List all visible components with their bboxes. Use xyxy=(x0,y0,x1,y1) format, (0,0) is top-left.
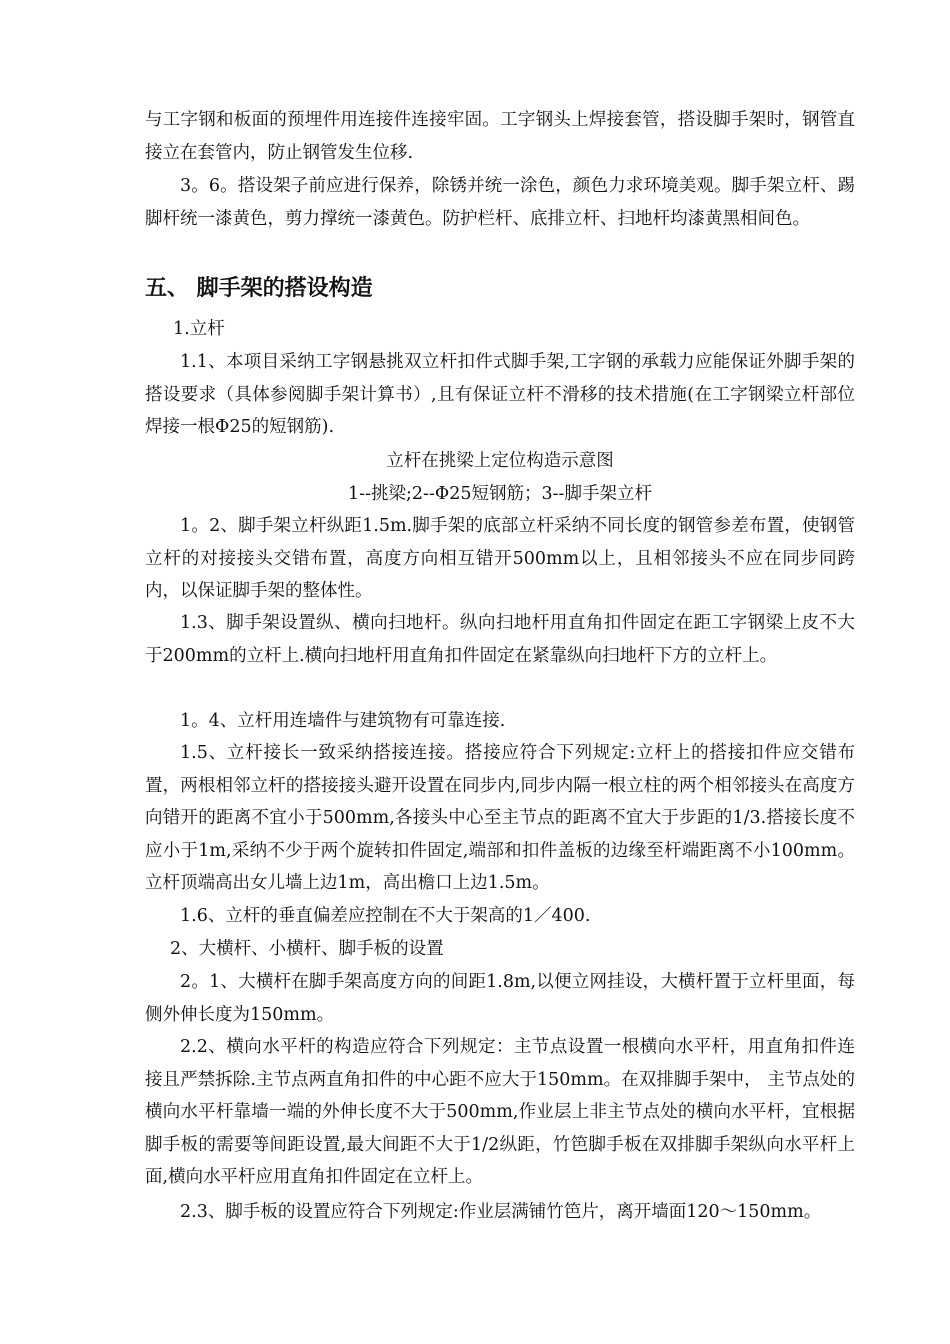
subheading-2: 2、大横杆、小横杆、脚手板的设置 xyxy=(170,939,444,959)
paragraph-2-3: 2.3、脚手板的设置应符合下列规定:作业层满铺竹笆片，离开墙面120～150mm。 xyxy=(180,1202,822,1222)
subheading-1: 1.立杆 xyxy=(173,319,225,339)
paragraph-1-2: 1。2、脚手架立杆纵距1.5m.脚手架的底部立杆采纳不同长度的钢管参差布置，使钢管立杆的对接接头交错布置，高度方向相互错开500mm以上，且相邻接头不应在同步同跨内，以保证脚手架的整体性。 xyxy=(145,516,855,601)
paragraph-2-2: 2.2、横向水平杆的构造应符合下列规定：主节点设置一根横向水平杆，用直角扣件连接且严禁拆除.主节点两直角扣件的中心距不应大于150mm。在双排脚手架中， 主节点处的横向水平杆靠墙一端的外伸长度不大于500mm,作业层上非主节点处的横向水平杆，宜根据脚手板的需要等间距设置,最大间距不大于1/2纵距，竹笆脚手板在双排脚手架纵向水平杆上面,横向水平杆应用直角扣件固定在立杆上。 xyxy=(145,1037,855,1187)
paragraph-1-4: 1。4、立杆用连墙件与建筑物有可靠连接. xyxy=(180,711,506,731)
paragraph-1-3: 1.3、脚手架设置纵、横向扫地杆。纵向扫地杆用直角扣件固定在距工字钢梁上皮不大于200mm的立杆上.横向扫地杆用直角扣件固定在紧靠纵向扫地杆下方的立杆上。 xyxy=(145,613,855,666)
paragraph-continuation: 与工字钢和板面的预埋件用连接件连接牢固。工字钢头上焊接套管，搭设脚手架时，钢管直接立在套管内，防止钢管发生位移. xyxy=(145,110,855,163)
paragraph-1-5: 1.5、立杆接长一致采纳搭接连接。搭接应符合下列规定:立杆上的搭接扣件应交错布置，两根相邻立杆的搭接接头避开设置在同步内,同步内隔一根立柱的两个相邻接头在高度方向错开的距离不宜小于500mm,各接头中心至主节点的距离不宜大于步距的1/3.搭接长度不应小于1m,采纳不少于两个旋转扣件固定,端部和扣件盖板的边缘至杆端距离不小100mm。立杆顶端高出女儿墙上边1m，高出檐口上边1.5m。 xyxy=(145,743,855,893)
paragraph-1-1: 1.1、本项目采纳工字钢悬挑双立杆扣件式脚手架,工字钢的承载力应能保证外脚手架的搭设要求（具体参阅脚手架计算书）,且有保证立杆不滑移的技术措施(在工字钢梁立杆部位焊接一根Φ25的短钢筋). xyxy=(145,352,855,437)
figure-caption: 1--挑梁;2--Φ25短钢筋；3--脚手架立杆 xyxy=(348,484,652,504)
paragraph-3-6: 3。6。搭设架子前应进行保养，除锈并统一涂色，颜色力求环境美观。脚手架立杆、踢脚杆统一漆黄色，剪力撑统一漆黄色。防护栏杆、底排立杆、扫地杆均漆黄黑相间色。 xyxy=(145,176,855,229)
paragraph-1-6: 1.6、立杆的垂直偏差应控制在不大于架高的1／400. xyxy=(180,906,591,926)
section-heading-5: 五、 脚手架的搭设构造 xyxy=(145,276,373,301)
paragraph-2-1: 2。1、大横杆在脚手架高度方向的间距1.8m,以便立网挂设，大横杆置于立杆里面，每侧外伸长度为150mm。 xyxy=(145,972,855,1025)
figure-title: 立杆在挑梁上定位构造示意图 xyxy=(386,451,614,471)
